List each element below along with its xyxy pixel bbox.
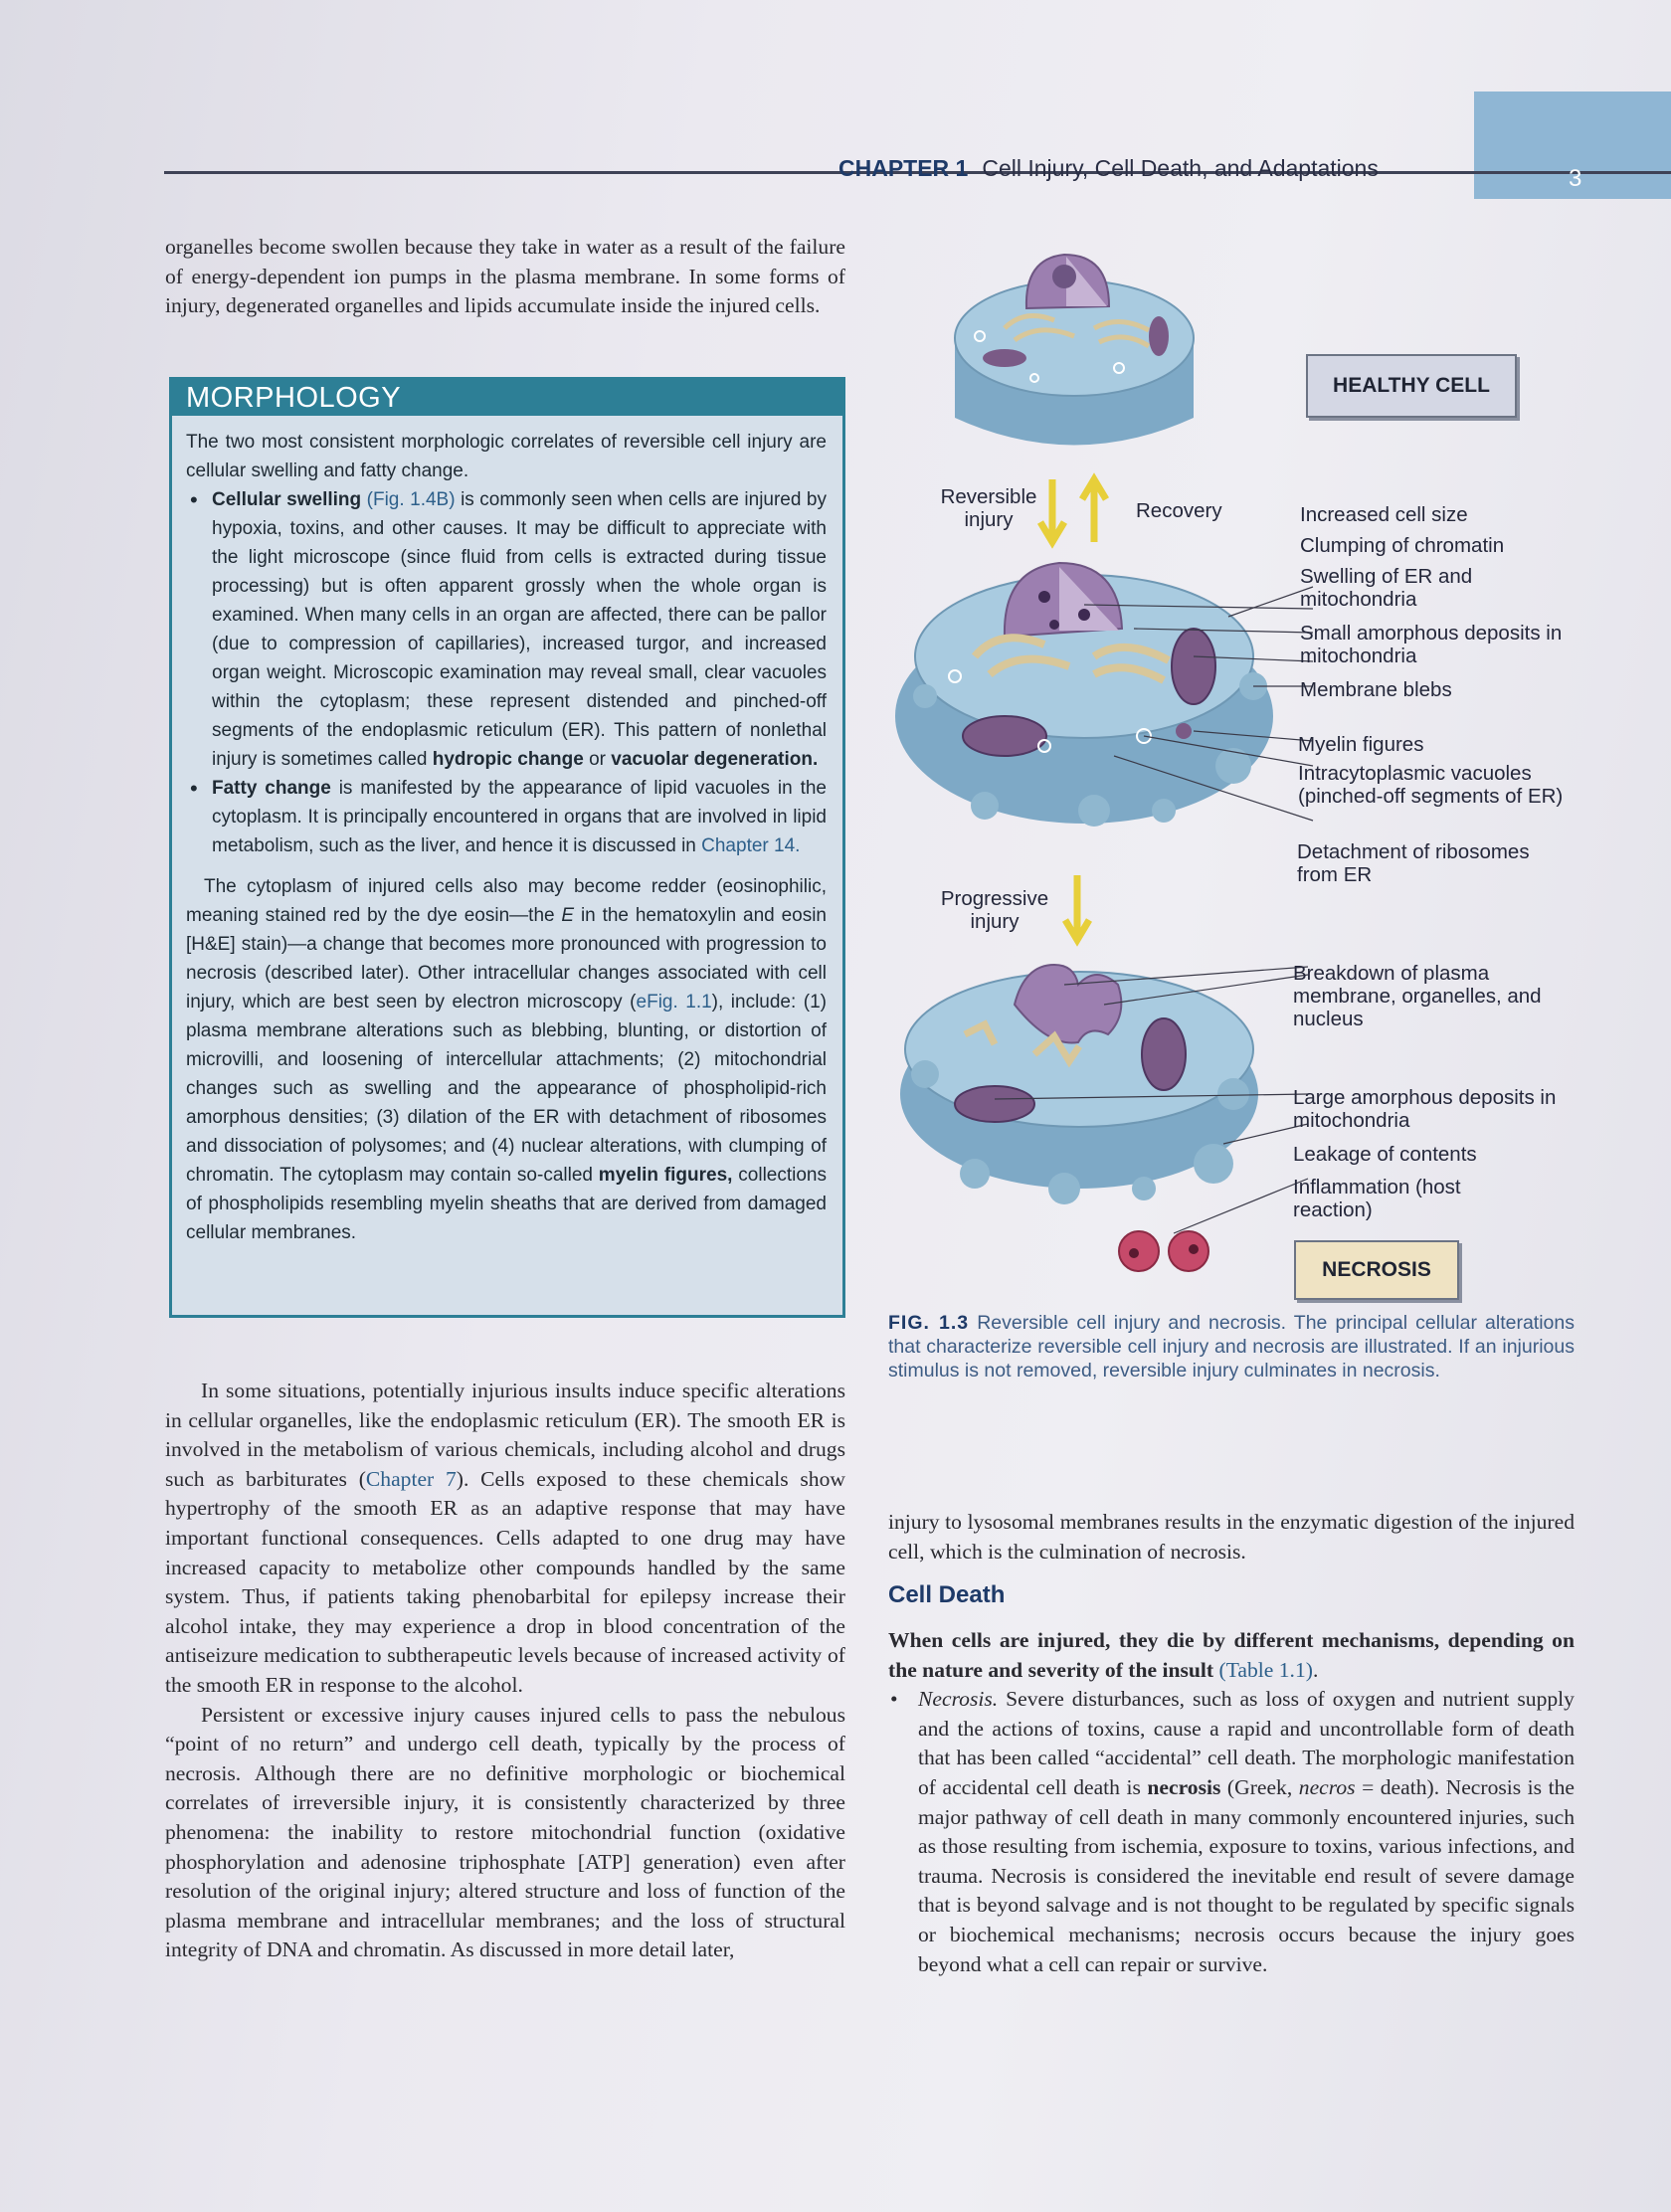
paragraph-point-of-no-return: Persistent or excessive injury causes injured cells to pass the nebulous “point of no return” and undergo cell death, typically by the process of necrosis. Although there are no definitive morphologic or biochemical correlates of irreversible injury, it is consistently characterized by three phenomena: the inability to restore mitochondrial function (oxidative phosphorylation and adenosine triphosphate [ATP] generation) even after resolution of the original injury; altered structure and loss of function of the plasma membrane and intracellular membranes; and the loss of structural integrity of DNA and chromatin. As discussed in more detail later, xyxy=(165,1702,845,1962)
healthy-cell-label: HEALTHY CELL xyxy=(1306,354,1517,418)
cell-death-lead: When cells are injured, they die by different mechanisms, depending on the nature and severity of the insult (Table 1.1). xyxy=(888,1628,1575,1682)
reversible-injury-label: Reversible injury xyxy=(940,485,1037,531)
morphology-list xyxy=(186,485,827,860)
label-detachment-ribosomes: Detachment of ribosomes from ER xyxy=(1297,840,1530,886)
page-number: 3 xyxy=(1569,165,1582,192)
label-small-amorphous-deposits: Small amorphous deposits in mitochondria xyxy=(1300,622,1563,667)
mitochondrion-icon xyxy=(1149,316,1169,356)
running-head xyxy=(838,155,1379,182)
bullet-fatty-change: • Fatty change is manifested by the appearance of lipid vacuoles in the cytoplasm. It is principally encountered in organs that are involved in lipid metabolism, such as the liver, and hence it is discussed in Chapter 14. xyxy=(212,774,827,860)
morphology-box xyxy=(169,377,845,1318)
morphology-heading: MORPHOLOGY xyxy=(172,380,842,416)
label-leakage-contents: Leakage of contents xyxy=(1293,1143,1477,1166)
bullet-cellular-swelling: • Cellular swelling (Fig. 1.4B) is commonly seen when cells are injured by hypoxia, toxins, and other causes. It may be difficult to appreciate with the light microscope (since fluid from cells is extracted during tissue processing) but is often apparent grossly when the whole organ is examined. When many cells in an organ are affected, there can be pallor (due to compression of capillaries), increased turgor, and increased organ weight. Microscopic examination may reveal small, clear vacuoles within the cytoplasm; these represent distended and pinched-off segments of the endoplasmic reticulum (ER). This pattern of nonlethal injury is sometimes called hydropic change or vacuolar degeneration. xyxy=(212,485,827,774)
necrosis-bullet: • Necrosis. Severe disturbances, such as loss of oxygen and nutrient supply and the actions of toxins, cause a rapid and uncontrollable form of death that has been called “accidental” cell death. The morphologic manifestation of accidental cell death is necrosis (Greek, necros = death). Necrosis is the major pathway of cell death in many commonly encountered injuries, such as those resulting from ischemia, exposure to toxins, various infections, and trauma. Necrosis is considered the inevitable end result of severe damage that is beyond salvage and is not thought to be regulated by specific signals or biochemical mechanisms; necrosis occurs because the injury goes beyond what a cell can repair or survive. xyxy=(890,1687,1575,1976)
intro-paragraph: organelles become swollen because they take in water as a result of the failure of energy-dependent ion pumps in the plasma membrane. In some forms of injury, degenerated organelles and lipids accumulate inside the injured cells. xyxy=(165,235,845,318)
bullet-icon: • xyxy=(890,1687,898,1712)
label-breakdown-membrane: Breakdown of plasma membrane, organelles, and nucleus xyxy=(1293,962,1542,1030)
label-membrane-blebs: Membrane blebs xyxy=(1300,678,1452,701)
label-swelling-er: Swelling of ER and mitochondria xyxy=(1300,565,1473,611)
morphology-paragraph-2: The cytoplasm of injured cells also may become redder (eosinophilic, meaning stained red by the dye eosin—the E in the hematoxylin and eosin [H&E] stain)—a change that becomes more pronounced with progression to necrosis (described later). Other intracellular changes associated with cell injury, which are best seen by electron microscopy (eFig. 1.1), include: (1) plasma membrane alterations such as blebbing, blunting, or distortion of microvilli, and loosening of intercellular attachments; (2) mitochondrial changes such as swelling and the appearance of phospholipid-rich amorphous densities; (3) dilation of the ER with detachment of ribosomes and dissociation of polysomes; and (4) nuclear alterations, with clumping of chromatin. The cytoplasm may contain so-called myelin figures, collections of phospholipids resembling myelin sheaths that are derived from damaged cellular membranes. xyxy=(186,876,828,1243)
figure-ref[interactable]: (Fig. 1.4B) xyxy=(366,489,456,510)
reversible-injury-cell-illustration xyxy=(895,563,1273,827)
label-inflammation: Inflammation (host reaction) xyxy=(1293,1176,1461,1221)
recovery-arrow-icon xyxy=(1082,479,1106,542)
table-ref[interactable]: (Table 1.1) xyxy=(1218,1657,1313,1682)
efig-ref[interactable]: eFig. 1.1 xyxy=(636,992,712,1013)
necrosis-label: NECROSIS xyxy=(1294,1240,1459,1300)
right-column-continued: injury to lysosomal membranes results in the enzymatic digestion of the injured cell, which is the culmination of necrosis. xyxy=(888,1510,1575,1564)
healthy-cell-illustration xyxy=(955,255,1194,446)
chapter-title: Cell Injury, Cell Death, and Adaptations xyxy=(982,155,1379,181)
label-myelin-figures: Myelin figures xyxy=(1298,733,1424,756)
inflammatory-cell-icon xyxy=(1119,1231,1159,1271)
necrotic-cell-illustration xyxy=(900,965,1258,1271)
label-increased-cell-size: Increased cell size xyxy=(1300,503,1468,526)
morphology-body xyxy=(186,428,827,1247)
recovery-label: Recovery xyxy=(1136,499,1222,522)
inflammatory-cell-icon xyxy=(1169,1231,1208,1271)
cell-death-section xyxy=(888,1626,1575,1979)
morphology-intro: The two most consistent morphologic correlates of reversible cell injury are cellular swelling and fatty change. xyxy=(186,432,827,481)
label-large-amorphous-deposits: Large amorphous deposits in mitochondria xyxy=(1293,1086,1557,1132)
progressive-injury-arrow-icon xyxy=(1065,875,1089,940)
paragraph-er: In some situations, potentially injurious insults induce specific alterations in cellular organelles, like the endoplasmic reticulum (ER). The smooth ER is involved in the metabolism of various chemicals, including alcohol and drugs such as barbiturates (Chapter 7). Cells exposed to these chemicals show hypertrophy of the smooth ER as an adaptive response that may have important functional consequences. Cells adapted to one drug may have increased capacity to metabolize other compounds handled by the same system. Thus, if patients taking phenobarbital for epilepsy increase their alcohol intake, they may experience a drop in blood concentration of the antiseizure medication to subtherapeutic levels because of increased activity of the smooth ER in response to the alcohol. xyxy=(165,1379,845,1697)
figure-caption xyxy=(888,1311,1575,1382)
mitochondrion-icon xyxy=(983,349,1026,367)
progressive-injury-label: Progressive injury xyxy=(940,887,1049,933)
label-clumping-chromatin: Clumping of chromatin xyxy=(1300,534,1505,557)
figure-number: FIG. 1.3 xyxy=(888,1312,970,1334)
chapter-ref[interactable]: Chapter 14. xyxy=(701,835,801,856)
label-intracytoplasmic-vacuoles: Intracytoplasmic vacuoles (pinched-off segments of ER) xyxy=(1298,762,1564,808)
cell-death-heading: Cell Death xyxy=(888,1581,1006,1608)
left-column-text xyxy=(165,1377,845,1965)
figure-caption-text: Reversible cell injury and necrosis. The principal cellular alterations that characterize reversible cell injury and necrosis are illustrated. If an injurious stimulus is not removed, reversible injury culminates in necrosis. xyxy=(888,1312,1575,1382)
chapter-label: CHAPTER 1 xyxy=(838,155,969,181)
chapter-7-ref[interactable]: Chapter 7 xyxy=(365,1466,457,1491)
